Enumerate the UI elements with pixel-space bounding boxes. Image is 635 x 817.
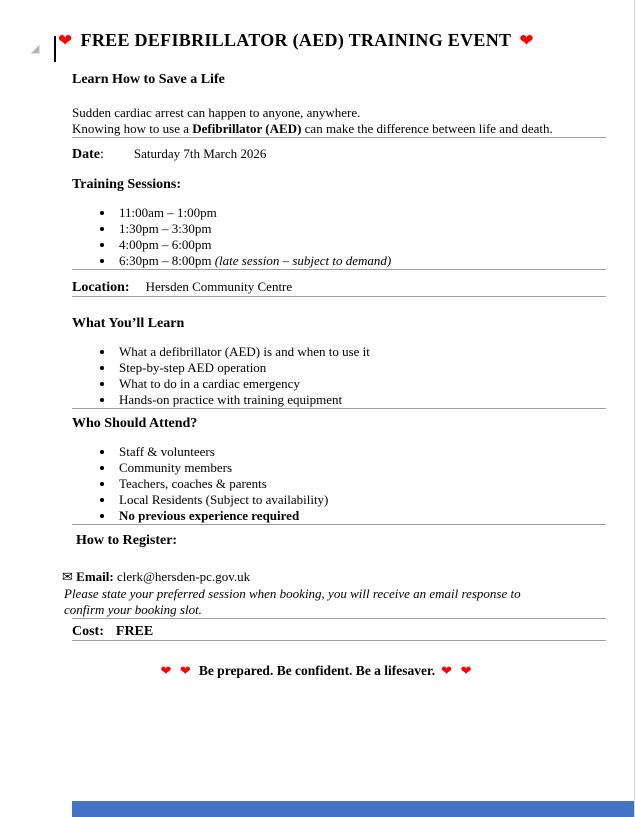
- heart-icons: ❤ ❤: [160, 664, 193, 679]
- attend-list: [72, 444, 606, 524]
- attend-item-bold: • No previous experience required: [115, 508, 606, 524]
- date-line: Date: Saturday 7th March 2026: [72, 146, 267, 162]
- section-divider: [72, 269, 606, 270]
- email-label: Email:: [76, 569, 114, 584]
- register-note: [64, 586, 606, 618]
- learn-heading: What You’ll Learn: [72, 316, 185, 331]
- cost-value: FREE: [115, 624, 154, 639]
- attend-item: • Teachers, coaches & parents: [115, 476, 606, 492]
- section-divider: [72, 296, 606, 297]
- heart-icon: ❤: [519, 31, 534, 51]
- learn-item: • What to do in a cardiac emergency: [115, 376, 606, 392]
- attend-item: • Staff & volunteers: [115, 444, 606, 460]
- learn-list: [72, 344, 606, 408]
- register-heading: How to Register:: [76, 533, 178, 548]
- learn-item: • Hands-on practice with training equipment: [115, 392, 606, 408]
- attend-item: • Community members: [115, 460, 606, 476]
- email-line: [62, 569, 606, 585]
- learn-item: • What a defibrillator (AED) is and when to use it: [115, 344, 606, 360]
- section-divider: [72, 618, 606, 619]
- cost-label: Cost:: [72, 624, 104, 639]
- intro-line-2: Knowing how to use a Defibrillator (AED) can make the difference between life and death.: [72, 121, 553, 136]
- email-address: clerk@hersden-pc.gov.uk: [116, 569, 251, 584]
- envelope-icon: ✉: [62, 570, 73, 585]
- section-divider: [72, 137, 606, 138]
- footer-text: Be prepared. Be confident. Be a lifesaver.: [198, 663, 436, 678]
- location-line: [72, 279, 606, 296]
- sessions-heading: Training Sessions:: [72, 177, 182, 192]
- sessions-list: [72, 205, 606, 269]
- location-value: Hersden Community Centre: [145, 279, 293, 294]
- session-item: • 1:30pm – 3:30pm: [115, 221, 606, 237]
- footer-tagline: [28, 663, 606, 679]
- intro-paragraph: [72, 105, 606, 137]
- section-divider: [72, 408, 606, 409]
- intro-line-1: Sudden cardiac arrest can happen to anyone, anywhere.: [72, 105, 361, 120]
- location-label: Location:: [72, 280, 130, 295]
- register-note-line-1: Please state your preferred session when booking, you will receive an email response to: [64, 586, 521, 601]
- intro-heading: Learn How to Save a Life: [72, 72, 225, 87]
- date-label: Date: [72, 147, 100, 162]
- section-divider: [72, 640, 606, 641]
- attend-item: • Local Residents (Subject to availability): [115, 492, 606, 508]
- section-divider: [72, 524, 606, 525]
- session-item: • 4:00pm – 6:00pm: [115, 237, 606, 253]
- date-value: Saturday 7th March 2026: [133, 146, 267, 161]
- defibrillator-bold-text: Defibrillator (AED): [192, 121, 302, 136]
- bottom-blue-bar: [72, 801, 634, 817]
- text-cursor: [54, 36, 56, 62]
- heading-collapse-icon[interactable]: ◢: [31, 42, 40, 55]
- session-item: • 11:00am – 1:00pm: [115, 205, 606, 221]
- attend-heading: Who Should Attend?: [72, 416, 198, 431]
- register-note-line-2: confirm your booking slot.: [64, 602, 202, 617]
- heart-icon: ❤: [58, 31, 73, 51]
- cost-line: [72, 624, 606, 640]
- page-title: [58, 30, 606, 51]
- late-session-note: (late session – subject to demand): [214, 253, 392, 268]
- page-title-text: FREE DEFIBRILLATOR (AED) TRAINING EVENT: [80, 30, 512, 50]
- heart-icons: ❤ ❤: [441, 664, 474, 679]
- session-item: • 6:30pm – 8:00pm (late session – subject to demand): [115, 253, 606, 269]
- learn-item: • Step-by-step AED operation: [115, 360, 606, 376]
